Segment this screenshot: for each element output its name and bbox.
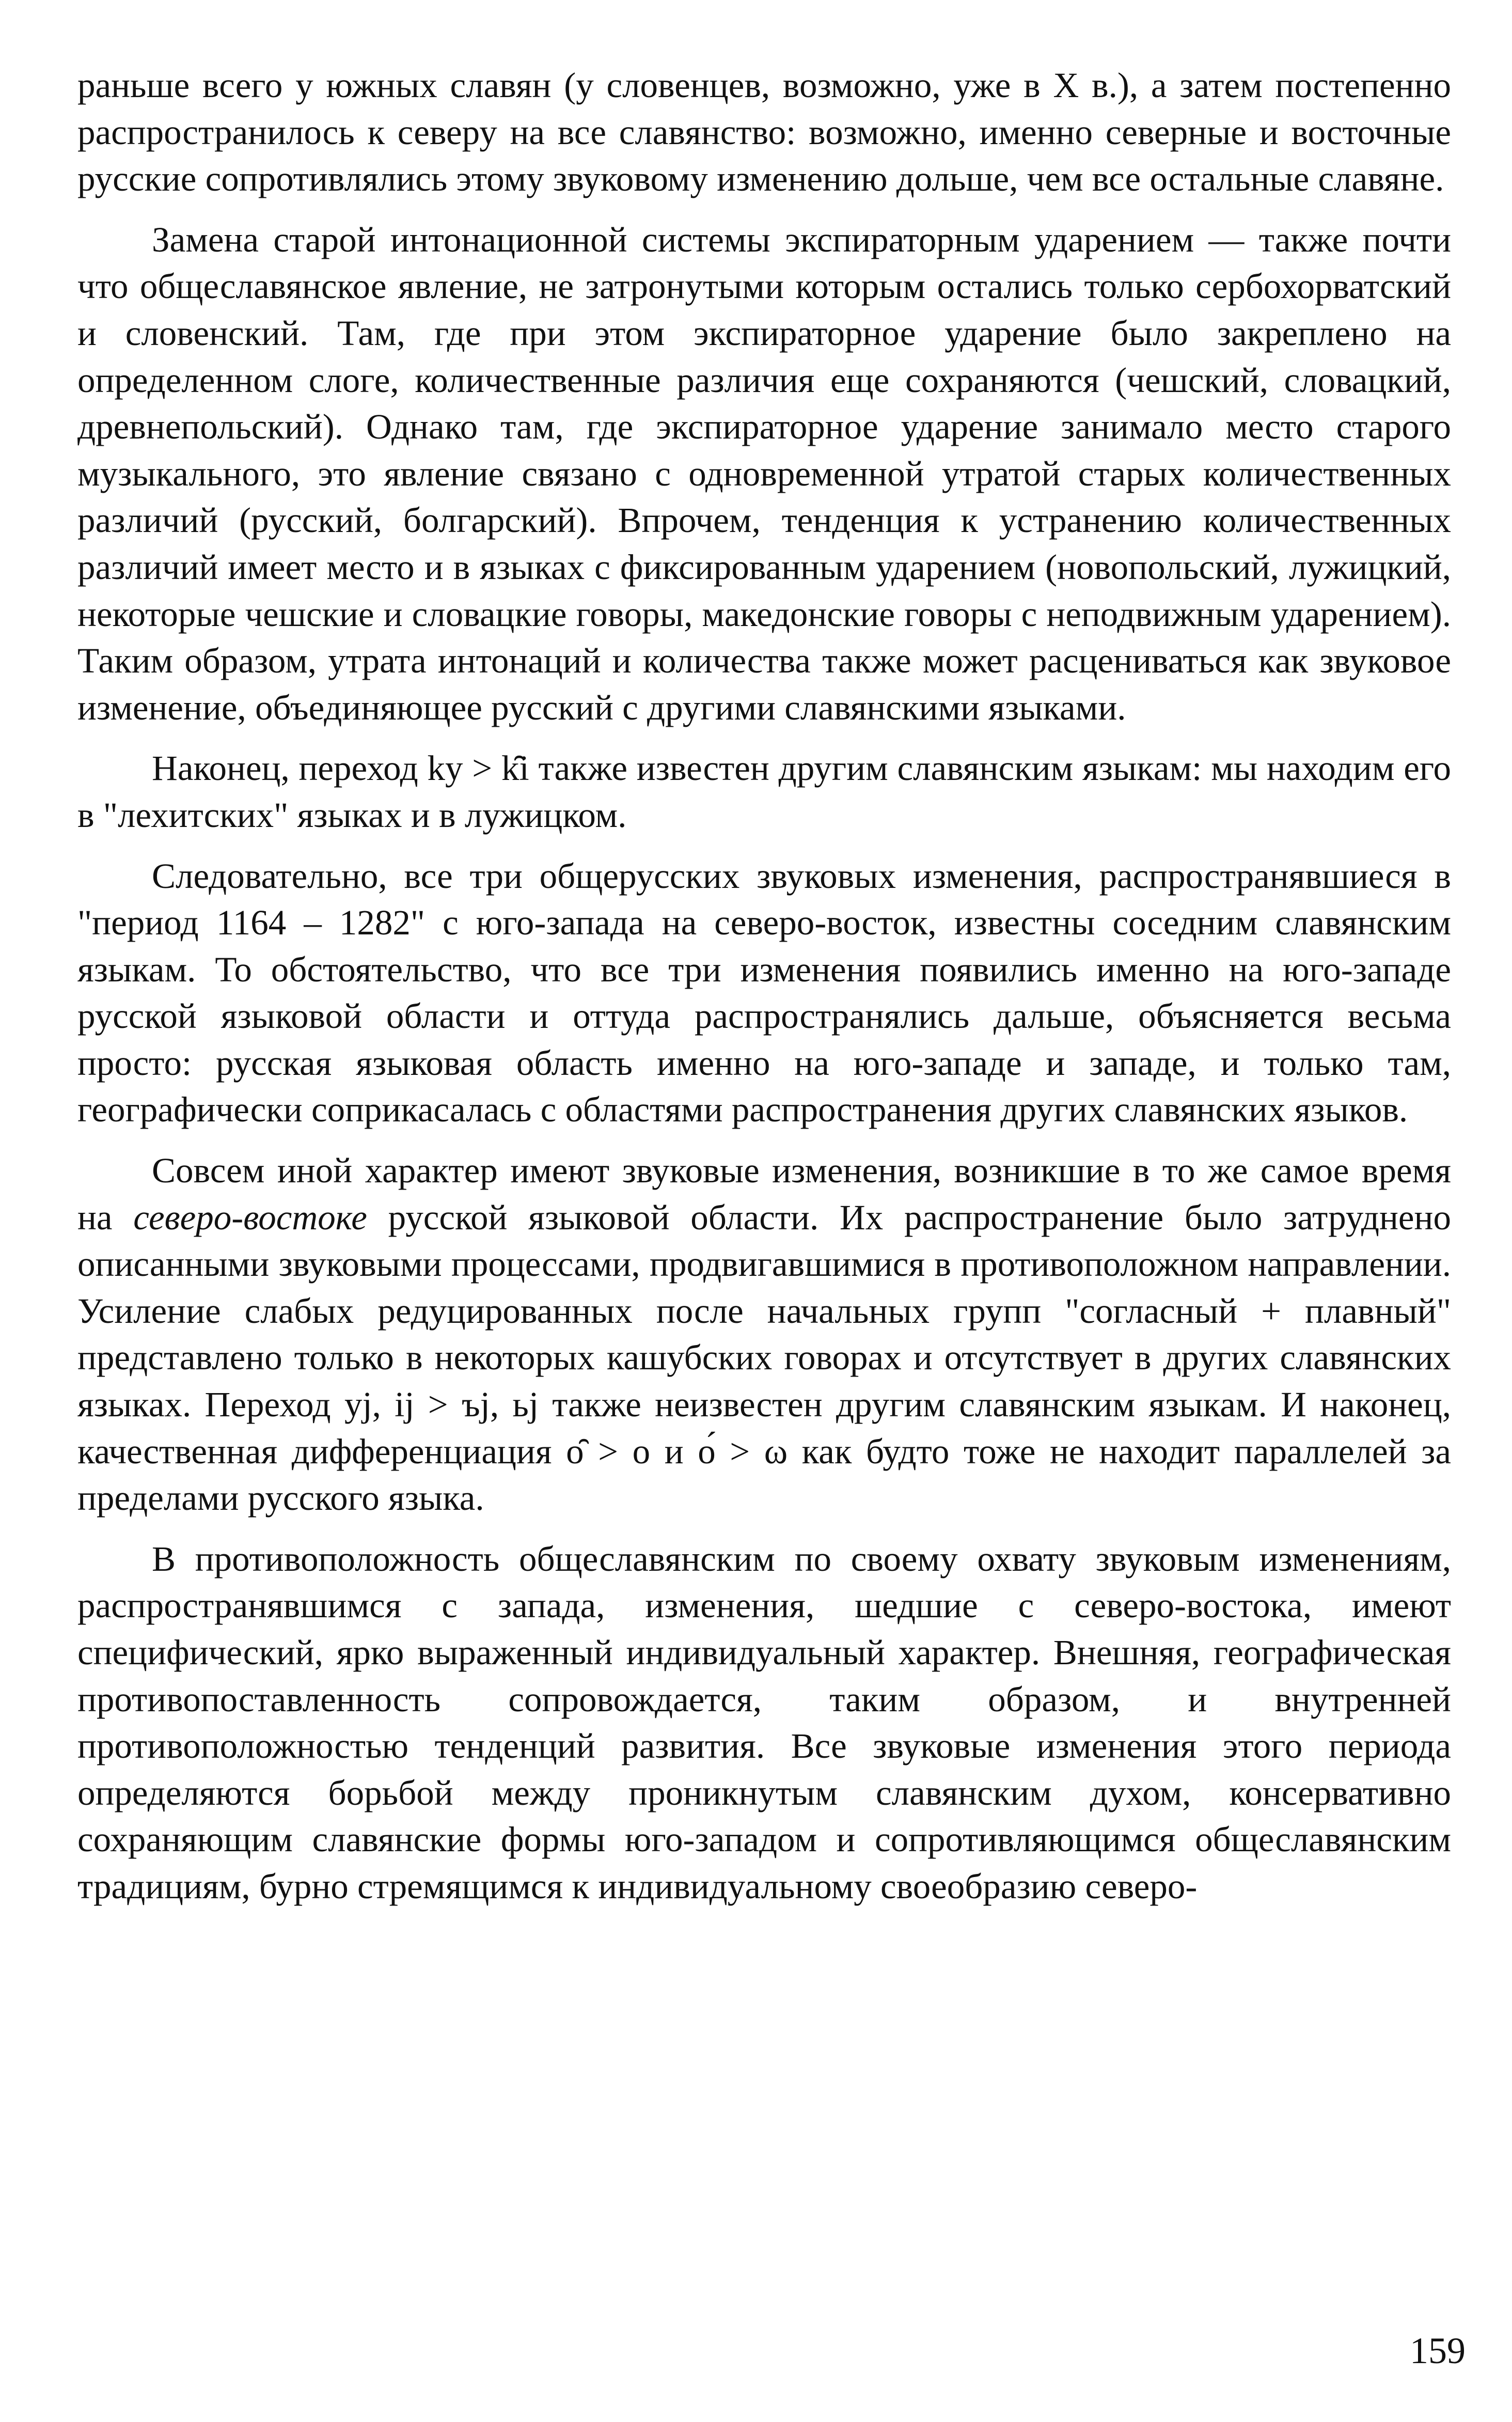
paragraph-1: раньше всего у южных славян (у словенцев, возможно, уже в X в.), а затем постепенно распространилось к северу на все славянство: возможно, именно северные и восточные русские сопротивлялись этому звуковому изменению дольше, чем все остальные славяне. (77, 66, 1451, 199)
italic-phrase: северо-востоке (133, 1197, 367, 1237)
paragraph-2: Замена старой интонационной системы экспираторным ударением — также почти что общеславянское явление, не затронутыми которым остались только сербохорватский и словенский. Там, где при этом экспираторное ударение было закреплено на определенном слоге, количественные различия еще сохраняются (чешский, словацкий, древнепольский). Однако там, где экспираторное ударение занимало место старого музыкального, это явление связано с одновременной утратой старых количественных различий (русский, болгарский). Впрочем, тенденция к устранению количественных различий имеет место и в языках с фиксированным ударением (новопольский, лужицкий, некоторые чешские и словацкие говоры, македонские говоры с неподвижным ударением). Таким образом, утрата интонаций и количества также может расцениваться как звуковое изменение, объединяющее русский с другими славянскими языками. (77, 220, 1451, 727)
paragraph-6: В противоположность общеславянским по своему охвату звуковым изменениям, распространявшимся с запада, изменения, шедшие с северо-востока, имеют специфический, ярко выраженный индивидуальный характер. Внешняя, географическая противопоставленность сопровождается, таким образом, и внутренней противоположностью тенденций развития. Все звуковые изменения этого периода определяются борьбой между проникнутым славянским духом, консервативно сохраняющим славянские формы юго-западом и сопротивляющимся общеславянским традициям, бурно стремящимся к индивидуальному своеобразию северо- (77, 1539, 1451, 1906)
paragraph-3: Наконец, переход ky > k̑i также известен другим славянским языкам: мы находим его в "лехитских" языках и в лужицком. (77, 748, 1451, 835)
page-text (77, 62, 1451, 2355)
paragraph-4: Следовательно, все три общерусских звуковых изменения, распространявшиеся в "период 1164 – 1282" с юго-запада на северо-восток, известны соседним славянским языкам. То обстоятельство, что все три изменения появились именно на юго-западе русской языковой области и оттуда распространялись дальше, объясняется весьма просто: русская языковая область именно на юго-западе и западе, и только там, географически соприкасалась с областями распространения других славянских языков. (77, 856, 1451, 1130)
page-number: 159 (1410, 2330, 1466, 2371)
paragraph-5: Совсем иной характер имеют звуковые изменения, возникшие в то же самое время на северо-востоке русской языковой области. Их распространение было затруднено описанными звуковыми процессами, продвигавшимися в противоположном направлении. Усиление слабых редуцированных после начальных групп "согласный + плавный" представлено только в некоторых кашубских говорах и отсутствует в других славянских языках. Переход yj, ij > ъj, ьj также неизвестен другим славянским языкам. И наконец, качественная дифференциация о̑ > о и о́ > ω как будто тоже не находит параллелей за пределами русского языка. (77, 1151, 1451, 1518)
